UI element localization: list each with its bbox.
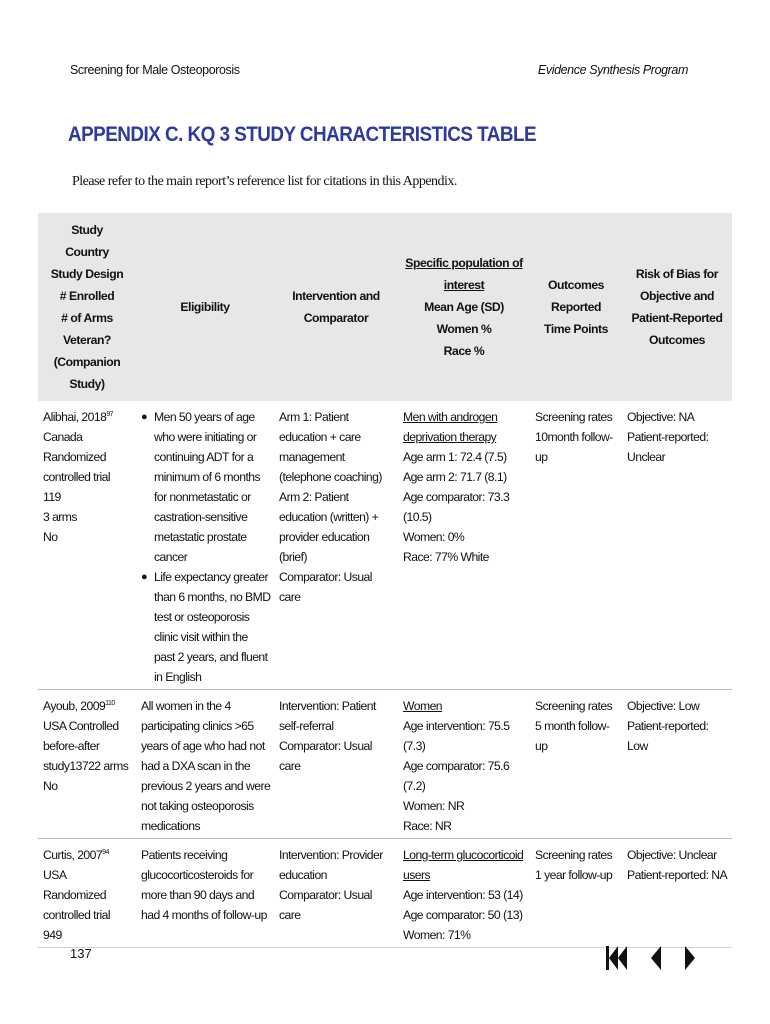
outcomes-cell: Screening rates 1 year follow-up: [535, 848, 613, 882]
bullet-item: ● Life expectancy greater than 6 months, no BMD test or osteoporosis clinic visit within the past 2 years, and fluent in English: [141, 567, 271, 687]
study-cell: Alibhai, 2018$^{97}$ Canada Randomized controlled trial 119 3 arms No: [43, 410, 114, 544]
col-header-intervention: Intervention and Comparator: [274, 213, 398, 401]
col-header-population: Specific population of interest Mean Age (SD) Women % Race %: [398, 213, 530, 401]
outcomes-cell: Screening rates 10month follow-up: [535, 410, 613, 464]
next-page-icon[interactable]: [684, 945, 696, 971]
appendix-title: APPENDIX C. KQ 3 STUDY CHARACTERISTICS TABLE: [68, 123, 537, 146]
running-header-left: Screening for Male Osteoporosis: [70, 63, 240, 77]
page-number: 137: [70, 946, 92, 961]
col-header-outcomes: Outcomes Reported Time Points: [530, 213, 622, 401]
study-cell: Ayoub, 2009$^{110}$ USA Controlled before-after study13722 arms No: [43, 699, 129, 793]
page-navigation: [606, 945, 696, 971]
citation-ref: 97: [106, 410, 114, 418]
table-row: [38, 839, 732, 948]
study-cell: Curtis, 2007$^{94}$ USA Randomized controlled trial 949: [43, 848, 111, 942]
running-header-right: Evidence Synthesis Program: [537, 63, 688, 77]
population-cell: Men with androgen deprivation therapy Age arm 1: 72.4 (7.5) Age arm 2: 71.7 (8.1) Age comparator: 73.3 (10.5) Women: 0% Race: 77% White: [403, 410, 510, 564]
intro-note: Please refer to the main report’s reference list for citations in this Appendix.: [72, 174, 457, 189]
population-cell: Long-term glucocorticoid users Age intervention: 53 (14) Age comparator: 50 (13) Women: 71%: [403, 848, 524, 942]
eligibility-cell: All women in the 4 participating clinics >65 years of age who had not had a DXA scan in the previous 2 years and were not taking osteoporosis medications: [141, 699, 271, 833]
intervention-cell: Arm 1: Patient education + care management (telephone coaching) Arm 2: Patient education (written) + provider education (brief) Comparator: Usual care: [279, 410, 382, 604]
eligibility-cell: Patients receiving glucocorticosteroids for more than 90 days and had 4 months of follow-up: [141, 848, 267, 922]
outcomes-cell: Screening rates 5 month follow-up: [535, 699, 613, 753]
bullet-item: ● Men 50 years of age who were initiating or continuing ADT for a minimum of 6 months for nonmetastatic or castration-sensitive metastatic prostate cancer: [141, 407, 271, 567]
study-characteristics-table: [38, 213, 732, 948]
col-header-study: Study Country Study Design # Enrolled # of Arms Veteran? (Companion Study): [38, 213, 136, 401]
bias-cell: Objective: Unclear Patient-reported: NA: [627, 848, 728, 882]
col-header-eligibility: Eligibility: [136, 213, 274, 401]
eligibility-cell: [136, 401, 274, 690]
population-cell: Women Age intervention: 75.5 (7.3) Age comparator: 75.6 (7.2) Women: NR Race: NR: [403, 699, 510, 833]
col-header-risk-of-bias: Risk of Bias for Objective and Patient-Reported Outcomes: [622, 213, 732, 401]
bullet-icon: ●: [141, 411, 148, 423]
citation-ref: 94: [102, 848, 109, 856]
table-row: [38, 401, 732, 690]
bias-cell: Objective: Low Patient-reported: Low: [627, 699, 709, 753]
citation-ref: 110: [105, 699, 115, 707]
bias-cell: Objective: NA Patient-reported: Unclear: [627, 410, 709, 464]
bullet-icon: ●: [141, 571, 148, 583]
intervention-cell: Intervention: Patient self-referral Comparator: Usual care: [279, 699, 376, 773]
intervention-cell: Intervention: Provider education Comparator: Usual care: [279, 848, 383, 922]
table-row: [38, 690, 732, 839]
previous-page-icon[interactable]: [650, 945, 662, 971]
first-page-icon[interactable]: [606, 945, 628, 971]
table-header-row: [38, 213, 732, 401]
